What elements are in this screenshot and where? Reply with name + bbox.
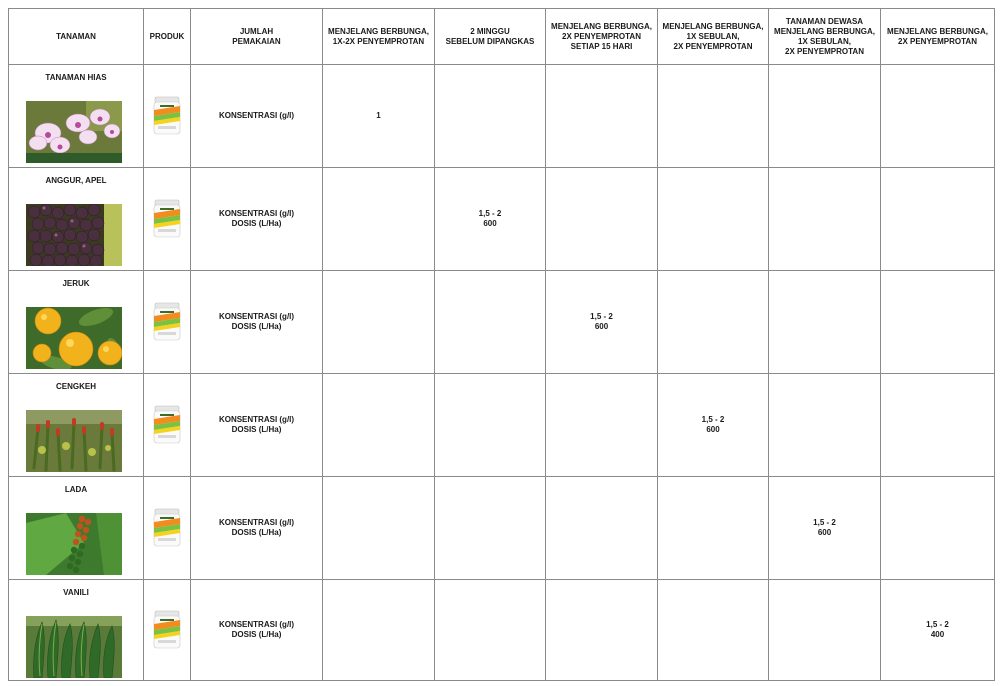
table-row <box>9 271 995 374</box>
plant-cell <box>9 168 144 271</box>
product-cell <box>144 65 191 168</box>
header-col6: MENJELANG BERBUNGA, 2X PENYEMPROTAN <box>881 9 995 65</box>
value-cell <box>323 168 435 271</box>
product-cell <box>144 580 191 681</box>
value-cell <box>658 168 769 271</box>
table-row <box>9 65 995 168</box>
value-cell: 1,5 - 2 600 <box>658 374 769 477</box>
grape-cluster-image <box>26 204 122 266</box>
value-cell <box>769 168 881 271</box>
header-col4: MENJELANG BERBUNGA, 1X SEBULAN, 2X PENYEMPROTAN <box>658 9 769 65</box>
value-cell <box>546 65 658 168</box>
plant-name: LADA <box>64 485 88 494</box>
value-cell <box>323 271 435 374</box>
clove-buds-image <box>26 410 122 472</box>
plant-cell <box>9 65 144 168</box>
product-cell <box>144 477 191 580</box>
value-cell <box>435 374 546 477</box>
fertilizer-jar-icon <box>152 302 182 342</box>
table-row <box>9 580 995 681</box>
value-cell <box>769 580 881 681</box>
vanilla-pods-image <box>26 616 122 678</box>
value-cell <box>546 374 658 477</box>
header-produk: PRODUK <box>144 9 191 65</box>
usage-cell: KONSENTRASI (g/l) DOSIS (L/Ha) <box>191 271 323 374</box>
plant-cell <box>9 477 144 580</box>
fertilizer-jar-icon <box>152 96 182 136</box>
value-cell <box>769 271 881 374</box>
header-col1: MENJELANG BERBUNGA, 1X-2X PENYEMPROTAN <box>323 9 435 65</box>
plant-name: CENGKEH <box>55 382 96 391</box>
plant-name: JERUK <box>62 279 90 288</box>
header-col2: 2 MINGGU SEBELUM DIPANGKAS <box>435 9 546 65</box>
plant-cell <box>9 580 144 681</box>
value-cell <box>658 271 769 374</box>
usage-cell: KONSENTRASI (g/l) <box>191 65 323 168</box>
value-cell <box>658 65 769 168</box>
table-row <box>9 374 995 477</box>
fertilizer-jar-icon <box>152 610 182 650</box>
plant-name: VANILI <box>63 588 89 597</box>
table-row <box>9 477 995 580</box>
fertilizer-jar-icon <box>152 405 182 445</box>
value-cell: 1,5 - 2 400 <box>881 580 995 681</box>
value-cell <box>435 271 546 374</box>
value-cell <box>658 477 769 580</box>
header-tanaman: TANAMAN <box>9 9 144 65</box>
header-jumlah-pemakaian: JUMLAH PEMAKAIAN <box>191 9 323 65</box>
header-col3: MENJELANG BERBUNGA, 2X PENYEMPROTAN SETIAP 15 HARI <box>546 9 658 65</box>
value-cell <box>881 168 995 271</box>
value-cell <box>323 374 435 477</box>
value-cell <box>435 65 546 168</box>
value-cell <box>323 580 435 681</box>
value-cell: 1 <box>323 65 435 168</box>
plant-name: TANAMAN HIAS <box>45 73 107 82</box>
plant-cell <box>9 374 144 477</box>
product-cell <box>144 271 191 374</box>
usage-cell: KONSENTRASI (g/l) DOSIS (L/Ha) <box>191 580 323 681</box>
usage-cell: KONSENTRASI (g/l) DOSIS (L/Ha) <box>191 168 323 271</box>
value-cell: 1,5 - 2 600 <box>546 271 658 374</box>
header-col5: TANAMAN DEWASA MENJELANG BERBUNGA, 1X SEBULAN, 2X PENYEMPROTAN <box>769 9 881 65</box>
value-cell <box>435 477 546 580</box>
value-cell: 1,5 - 2 600 <box>769 477 881 580</box>
value-cell <box>881 271 995 374</box>
value-cell <box>769 65 881 168</box>
value-cell <box>881 477 995 580</box>
fertilizer-jar-icon <box>152 508 182 548</box>
product-cell <box>144 374 191 477</box>
value-cell <box>546 168 658 271</box>
pepper-berries-image <box>26 513 122 575</box>
plant-name: ANGGUR, APEL <box>45 176 107 185</box>
value-cell <box>658 580 769 681</box>
usage-cell: KONSENTRASI (g/l) DOSIS (L/Ha) <box>191 477 323 580</box>
usage-cell: KONSENTRASI (g/l) DOSIS (L/Ha) <box>191 374 323 477</box>
header-row <box>9 9 995 65</box>
value-cell <box>769 374 881 477</box>
table-row <box>9 168 995 271</box>
value-cell <box>881 65 995 168</box>
orange-fruits-image <box>26 307 122 369</box>
plant-cell <box>9 271 144 374</box>
orchid-flowers-image <box>26 101 122 163</box>
value-cell <box>323 477 435 580</box>
fertilizer-jar-icon <box>152 199 182 239</box>
usage-table <box>8 8 995 681</box>
value-cell <box>546 477 658 580</box>
value-cell <box>546 580 658 681</box>
value-cell <box>435 580 546 681</box>
value-cell <box>881 374 995 477</box>
product-cell <box>144 168 191 271</box>
value-cell: 1,5 - 2 600 <box>435 168 546 271</box>
